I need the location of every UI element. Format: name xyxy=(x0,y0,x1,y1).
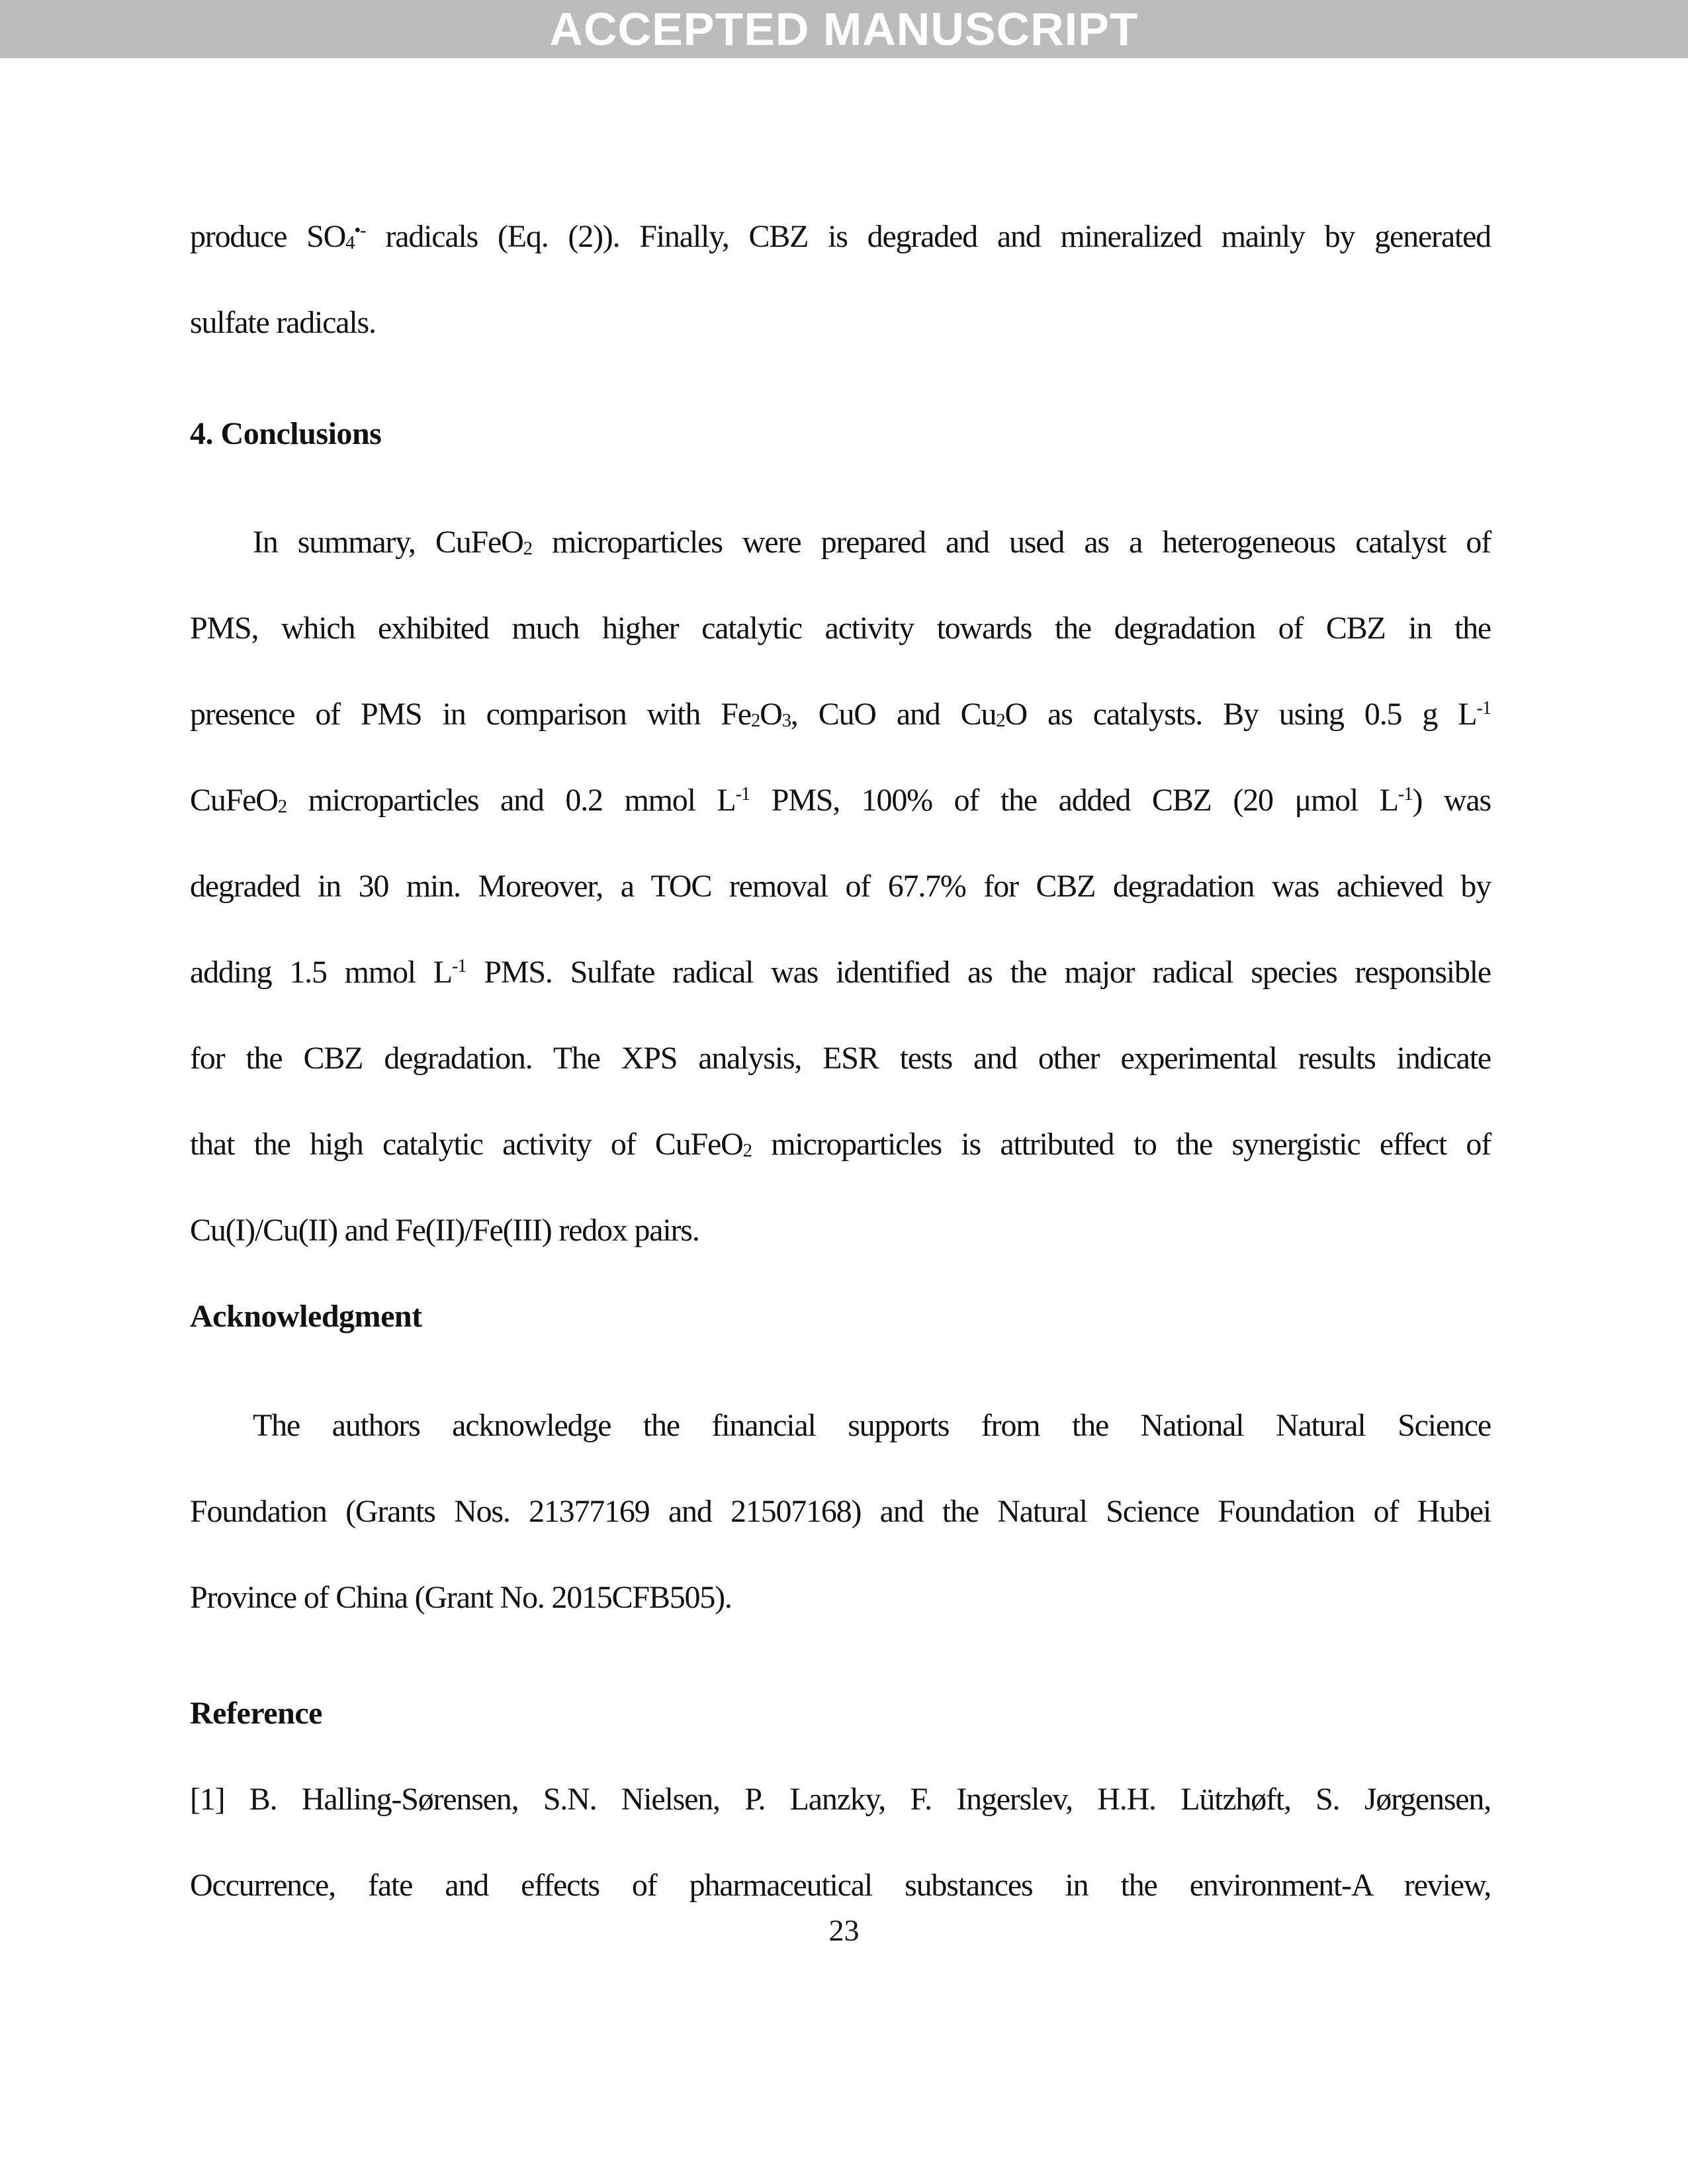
text-line: presence of PMS in comparison with $Fe_2O_3$, CuO and $Cu_2O$ as catalysts. By using 0.5 g $L^{-1}$ xyxy=(190,697,1491,732)
text-line: produce $SO_4^{•-}$ radicals (Eq. (2)). Finally, CBZ is degraded and mineralized mainly by generated xyxy=(190,219,1491,254)
text-line: PMS, which exhibited much higher catalytic activity towards the degradation of CBZ in the xyxy=(190,611,1491,646)
text-line: CuFeO$_2$ microparticles and 0.2 mmol $L^{-1}$ PMS, 100% of the added CBZ (20 μmol $L^{-1}$) was xyxy=(190,783,1491,818)
text-line: degraded in 30 min. Moreover, a TOC removal of 67.7% for CBZ degradation was achieved by xyxy=(190,869,1491,904)
text-line: that the high catalytic activity of CuFeO$_2$ microparticles is attributed to the synergistic effect of xyxy=(190,1127,1491,1162)
section-heading-acknowledgment: Acknowledgment xyxy=(190,1299,422,1334)
section-heading-reference: Reference xyxy=(190,1696,322,1731)
text-line: sulfate radicals. xyxy=(190,305,376,340)
page-number: 23 xyxy=(828,1913,860,1947)
accepted-manuscript-banner xyxy=(0,0,1688,58)
reference-line: [1] B. Halling-Sørensen, S.N. Nielsen, P. Lanzky, F. Ingerslev, H.H. Lützhøft, S. Jørgensen, xyxy=(190,1782,1491,1817)
text-line: Cu(I)/Cu(II) and Fe(II)/Fe(III) redox pairs. xyxy=(190,1213,699,1248)
accepted-manuscript-banner-text: ACCEPTED MANUSCRIPT xyxy=(549,3,1139,55)
section-heading-conclusions: 4. Conclusions xyxy=(190,416,382,451)
text-line: The authors acknowledge the financial supports from the National Natural Science xyxy=(253,1408,1491,1443)
text-line: Foundation (Grants Nos. 21377169 and 21507168) and the Natural Science Foundation of Hubei xyxy=(190,1494,1491,1529)
text-line: In summary, CuFeO$_2$ microparticles were prepared and used as a heterogeneous catalyst of xyxy=(253,525,1491,560)
text-line: adding 1.5 mmol $L^{-1}$ PMS. Sulfate radical was identified as the major radical species responsible xyxy=(190,955,1491,990)
text-line: Province of China (Grant No. 2015CFB505). xyxy=(190,1580,732,1615)
reference-line: Occurrence, fate and effects of pharmaceutical substances in the environment-A review, xyxy=(190,1868,1491,1903)
text-line: for the CBZ degradation. The XPS analysis, ESR tests and other experimental results indicate xyxy=(190,1041,1491,1076)
